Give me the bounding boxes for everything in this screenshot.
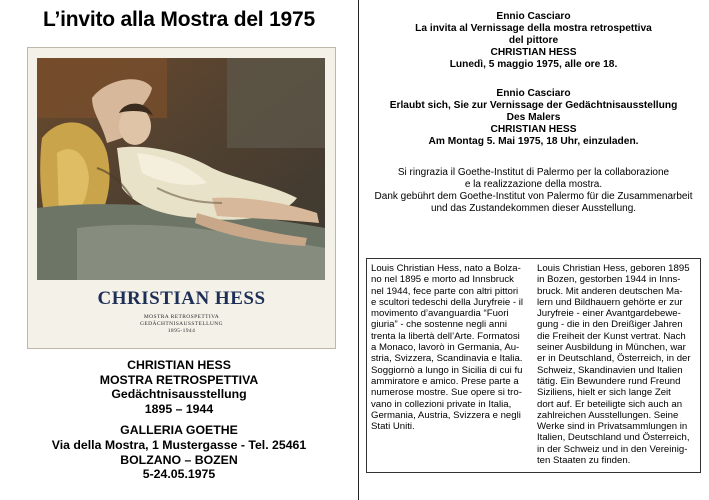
bio-line: trenta la libertà dell’Arte. Formatosi: [371, 330, 520, 342]
biography-german: [537, 263, 697, 466]
invitation-italian: [358, 11, 709, 71]
invite-line: Am Montag 5. Mai 1975, 18 Uhr, einzuladen.: [428, 136, 639, 147]
bio-line: Siziliens, hielt er sich lange Zeit: [537, 387, 671, 399]
bio-line: in Bozen, gestorben 1944 in Inns-: [537, 274, 681, 286]
bio-line: zahlreichen Ausstellungen. Seine: [537, 409, 679, 421]
thanks-line: Si ringrazia il Goethe-Institut di Palermo per la collaborazione: [397, 167, 670, 178]
bio-line: movimento d’avanguardia “Fuori: [371, 308, 509, 320]
invite-line: Des Malers: [506, 112, 561, 123]
bio-line: nel 1944, fece parte con altri pittori: [371, 285, 519, 297]
bio-line: dort auf. Er beteiligte sich auch an: [537, 398, 683, 410]
invite-line: La invita al Vernissage della mostra retrospettiva: [415, 23, 652, 34]
page-title: L’invito alla Mostra del 1975: [43, 8, 315, 31]
bio-line: numerose mostre. Sue opere si tro-: [371, 387, 522, 399]
info-line: MOSTRA RETROSPETTIVA: [99, 372, 259, 387]
bio-line: ten Staaten zu finden.: [537, 455, 631, 467]
bio-line: Louis Christian Hess, nato a Bolza-: [371, 263, 521, 274]
thanks-line: Dank gebührt dem Goethe-Institut von Palermo für die Zusammenarbeit: [374, 191, 693, 202]
poster-subtitle-line: MOSTRA RETROSPETTIVA: [143, 314, 220, 320]
bio-line: tätig. Ein Bewundere rund Freund: [537, 375, 681, 387]
poster-subtitle-line: GEDÄCHTNISAUSSTELLUNG: [140, 321, 223, 327]
acknowledgements: [358, 167, 709, 215]
invite-line: Erlaubt sich, Sie zur Vernissage der Gedächtnisausstellung: [389, 100, 678, 111]
bio-line: Juryfreie - einer Avantgardebewe-: [537, 308, 681, 320]
invite-line: Lunedì, 5 maggio 1975, alle ore 18.: [449, 59, 618, 70]
bio-line: Germania, Austria, Svizzera e negli: [371, 409, 521, 421]
exhibition-info: [0, 358, 358, 482]
page-divider: [358, 0, 359, 500]
exhibition-poster: [27, 47, 336, 349]
bio-line: gung - die in den Dreißiger Jahren: [537, 319, 683, 331]
poster-artist-name: CHRISTIAN HESS: [97, 288, 266, 309]
bio-line: Italien, Deutschland und Österreich,: [537, 432, 690, 444]
bio-line: er in Deutschland, Österreich, in der: [537, 353, 691, 365]
painting-reclining-woman: [37, 58, 325, 280]
biography-box: [366, 258, 701, 473]
invite-line: Ennio Casciaro: [496, 11, 571, 22]
info-gallery: GALLERIA GOETHE: [120, 423, 238, 438]
bio-line: vano in collezioni private in Italia,: [371, 398, 512, 410]
info-years: 1895 – 1944: [144, 401, 214, 416]
info-city: BOLZANO – BOZEN: [120, 452, 238, 467]
bio-line: Soggiornò a lungo in Sicilia di cui fu: [371, 364, 523, 376]
invite-line: Ennio Casciaro: [496, 88, 571, 99]
invitation-german: [358, 88, 709, 148]
bio-line: lern und Bildhauern gehörte er zur: [537, 296, 683, 308]
invite-line: del pittore: [508, 35, 559, 46]
bio-line: ammiratore e amico. Prese parte a: [371, 375, 519, 387]
bio-line: Louis Christian Hess, geboren 1895: [537, 263, 690, 274]
bio-line: Werke sind in Privatsammlungen in: [537, 421, 688, 433]
thanks-line: e la realizzazione della mostra.: [464, 179, 603, 190]
invite-line: CHRISTIAN HESS: [490, 124, 577, 135]
bio-line: Schweiz, Skandinavien und Italien: [537, 364, 683, 376]
bio-line: Stati Uniti.: [371, 421, 415, 433]
thanks-line: und das Zustandekommen dieser Ausstellung.: [430, 203, 637, 214]
bio-line: die Freiheit der Kunst vertrat. Nach: [537, 330, 686, 342]
bio-line: bruck. Mit anderen deutschen Ma-: [537, 285, 683, 297]
info-artist: CHRISTIAN HESS: [127, 358, 231, 372]
bio-line: a Monaco, lavorò in Germania, Au-: [371, 342, 520, 354]
bio-line: giuria” - che sostenne negli anni: [371, 319, 507, 331]
bio-line: stria, Svizzera, Scandinavia e Italia.: [371, 353, 523, 365]
poster-subtitle-line: 1895-1944: [167, 328, 196, 334]
bio-line: no nel 1895 e morto ad Innsbruck: [371, 274, 514, 286]
info-line: Gedächtnisausstellung: [111, 387, 247, 402]
bio-line: e scultori tedeschi della Juryfreie - il: [371, 296, 523, 308]
biography-italian: [371, 263, 533, 432]
info-dates: 5-24.05.1975: [142, 467, 216, 482]
bio-line: in der Schweiz und in den Vereinig-: [537, 443, 688, 455]
invite-line: CHRISTIAN HESS: [490, 47, 577, 58]
info-address: Via della Mostra, 1 Mustergasse - Tel. 25461: [51, 437, 307, 452]
bio-line: seiner Ausbildung in München, war: [537, 342, 686, 354]
